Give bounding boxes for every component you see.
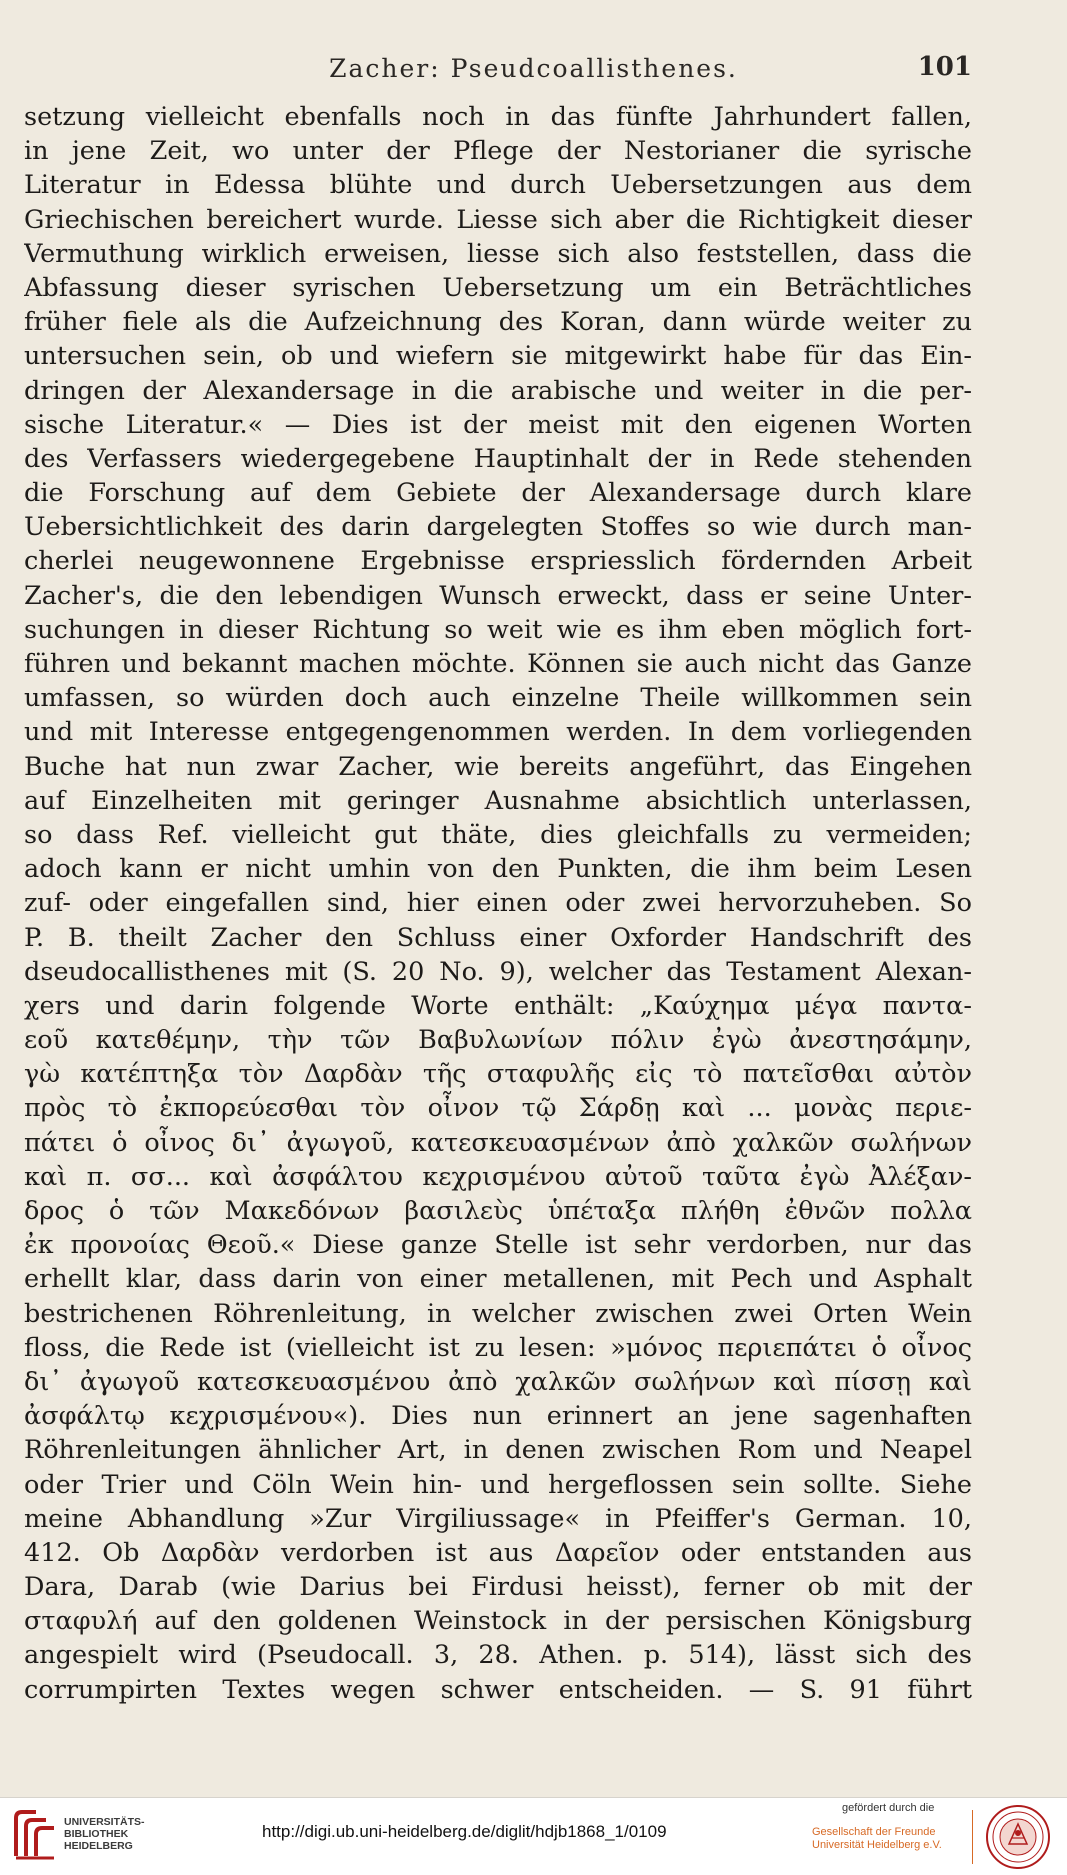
sponsor-name-line: Universität Heidelberg e.V. bbox=[812, 1839, 942, 1851]
university-seal-icon bbox=[985, 1804, 1051, 1870]
text-line: χers und darin folgende Worte enthält: „Καύχημα μέγα παντα- bbox=[24, 990, 972, 1021]
viewer-footer bbox=[0, 1797, 1067, 1875]
library-name bbox=[64, 1816, 145, 1852]
text-line: sische Literatur.« — Dies ist der meist mit den eigenen Worten bbox=[24, 409, 972, 440]
page-number: 101 bbox=[917, 52, 972, 82]
text-line: die Forschung auf dem Gebiete der Alexandersage durch klare bbox=[24, 478, 972, 509]
text-line: πάτει ὁ οἶνος δι᾽ ἀγωγοῦ, κατεσκευασμένων ἀπὸ χαλκῶν σωλήνων bbox=[24, 1127, 972, 1158]
body-text bbox=[24, 100, 972, 1707]
library-name-line: UNIVERSITÄTS- bbox=[64, 1816, 145, 1828]
text-line: führen und bekannt machen möchte. Können sie auch nicht das Ganze bbox=[24, 649, 972, 679]
text-line: auf Einzelheiten mit geringer Ausnahme absichtlich unterlassen, bbox=[24, 785, 972, 816]
text-line: und mit Interesse entgegengenommen werden. In dem vorliegenden bbox=[24, 717, 972, 748]
text-line: δι᾽ ἀγωγοῦ κατεσκευασμένου ἀπὸ χαλκῶν σωλήνων καὶ πίσσῃ καὶ bbox=[24, 1366, 972, 1397]
text-line: γὼ κατέπτηξα τὸν Δαρδὰν τῆς σταφυλῆς εἰς τὸ πατεῖσθαι αὐτὸν bbox=[24, 1059, 972, 1090]
text-line: Zacher's, die den lebendigen Wunsch erweckt, dass er seine Unter- bbox=[24, 580, 972, 611]
permalink-url[interactable]: http://digi.ub.uni-heidelberg.de/diglit/hdjb1868_1/0109 bbox=[262, 1822, 667, 1841]
library-name-line: HEIDELBERG bbox=[64, 1840, 133, 1852]
text-line: setzung vielleicht ebenfalls noch in das fünfte Jahrhundert fallen, bbox=[24, 102, 972, 132]
text-line: corrumpirten Textes wegen schwer entscheiden. — S. 91 führt bbox=[24, 1674, 972, 1705]
text-line: πρὸς τὸ ἐκπορεύεσθαι τὸν οἶνον τῷ Σάρδῃ καὶ ... μονὰς περιε- bbox=[24, 1093, 972, 1124]
library-name-line: BIBLIOTHEK bbox=[64, 1828, 129, 1840]
text-line: Uebersichtlichkeit des darin dargelegten Stoffes so wie durch man- bbox=[24, 512, 972, 543]
ub-heidelberg-logo-icon bbox=[12, 1806, 58, 1864]
sponsor-block bbox=[812, 1802, 962, 1852]
running-head bbox=[0, 48, 1067, 92]
sponsor-lead: gefördert durch die bbox=[842, 1802, 935, 1814]
text-line: εοῦ κατεθέμην, τὴν τῶν Βαβυλωνίων πόλιν ἐγὼ ἀνεστησάμην, bbox=[24, 1025, 972, 1056]
footer-divider bbox=[972, 1810, 973, 1864]
text-line: adoch kann er nicht umhin von den Punkten, die ihm beim Lesen bbox=[24, 854, 972, 885]
text-line: dringen der Alexandersage in die arabische und weiter in die per- bbox=[24, 375, 972, 406]
text-line: zuf- oder eingefallen sind, hier einen oder zwei hervorzuheben. So bbox=[24, 888, 972, 919]
sponsor-name-line: Gesellschaft der Freunde bbox=[812, 1826, 936, 1838]
text-line: Griechischen bereichert wurde. Liesse sich aber die Richtigkeit dieser bbox=[24, 204, 972, 235]
text-line: meine Abhandlung »Zur Virgiliussage« in Pfeiffer's German. 10, bbox=[24, 1503, 972, 1534]
running-head-title: Zacher: Pseudcoallisthenes. bbox=[329, 54, 738, 83]
text-line: untersuchen sein, ob und wiefern sie mitgewirkt habe für das Ein- bbox=[24, 341, 972, 372]
text-line: καὶ π. σσ... καὶ ἀσφάλτου κεχρισμένου αὐτοῦ ταῦτα ἐγὼ Ἀλέξαν- bbox=[24, 1161, 972, 1192]
text-line: dseudocallisthenes mit (S. 20 No. 9), welcher das Testament Alexan- bbox=[24, 956, 972, 987]
text-line: Dara, Darab (wie Darius bei Firdusi heisst), ferner ob mit der bbox=[24, 1572, 972, 1603]
text-line: floss, die Rede ist (vielleicht ist zu lesen: »μόνος περιεπάτει ὁ οἶνος bbox=[24, 1332, 972, 1363]
text-line: oder Trier und Cöln Wein hin- und hergeflossen sein sollte. Siehe bbox=[24, 1469, 972, 1500]
text-line: des Verfassers wiedergegebene Hauptinhalt der in Rede stehenden bbox=[24, 443, 972, 474]
text-line: Vermuthung wirklich erweisen, liesse sich also feststellen, dass die bbox=[24, 238, 972, 269]
text-line: früher fiele als die Aufzeichnung des Koran, dann würde weiter zu bbox=[24, 307, 972, 338]
text-line: Buche hat nun zwar Zacher, wie bereits angeführt, das Eingehen bbox=[24, 751, 972, 782]
text-line: Literatur in Edessa blühte und durch Uebersetzungen aus dem bbox=[24, 170, 972, 201]
text-line: angespielt wird (Pseudocall. 3, 28. Athen. p. 514), lässt sich des bbox=[24, 1640, 972, 1671]
text-line: umfassen, so würden doch auch einzelne Theile willkommen sein bbox=[24, 683, 972, 714]
text-line: σταφυλή auf den goldenen Weinstock in der persischen Königsburg bbox=[24, 1606, 972, 1637]
text-line: cherlei neugewonnene Ergebnisse erspriesslich fördernden Arbeit bbox=[24, 546, 972, 577]
text-line: Röhrenleitungen ähnlicher Art, in denen zwischen Rom und Neapel bbox=[24, 1435, 972, 1466]
text-line: so dass Ref. vielleicht gut thäte, dies gleichfalls zu vermeiden; bbox=[24, 819, 972, 850]
text-line: ἀσφάλτῳ κεχρισμένου«). Dies nun erinnert an jene sagenhaften bbox=[24, 1401, 972, 1432]
text-line: suchungen in dieser Richtung so weit wie es ihm eben möglich fort- bbox=[24, 614, 972, 645]
text-line: P. B. theilt Zacher den Schluss einer Oxforder Handschrift des bbox=[24, 922, 972, 953]
text-line: in jene Zeit, wo unter der Pflege der Nestorianer die syrische bbox=[24, 136, 972, 167]
text-line: δρος ὁ τῶν Μακεδόνων βασιλεὺς ὑπέταξα πλήθη ἐθνῶν πολλα bbox=[24, 1196, 972, 1226]
text-line: erhellt klar, dass darin von einer metallenen, mit Pech und Asphalt bbox=[24, 1264, 972, 1295]
text-line: bestrichenen Röhrenleitung, in welcher zwischen zwei Orten Wein bbox=[24, 1298, 972, 1329]
text-line: Abfassung dieser syrischen Uebersetzung um ein Beträchtliches bbox=[24, 272, 972, 303]
text-line: ἐκ προνοίας Θεοῦ.« Diese ganze Stelle ist sehr verdorben, nur das bbox=[24, 1230, 972, 1261]
text-line: 412. Ob Δαρδὰν verdorben ist aus Δαρεῖον oder entstanden aus bbox=[24, 1537, 972, 1568]
